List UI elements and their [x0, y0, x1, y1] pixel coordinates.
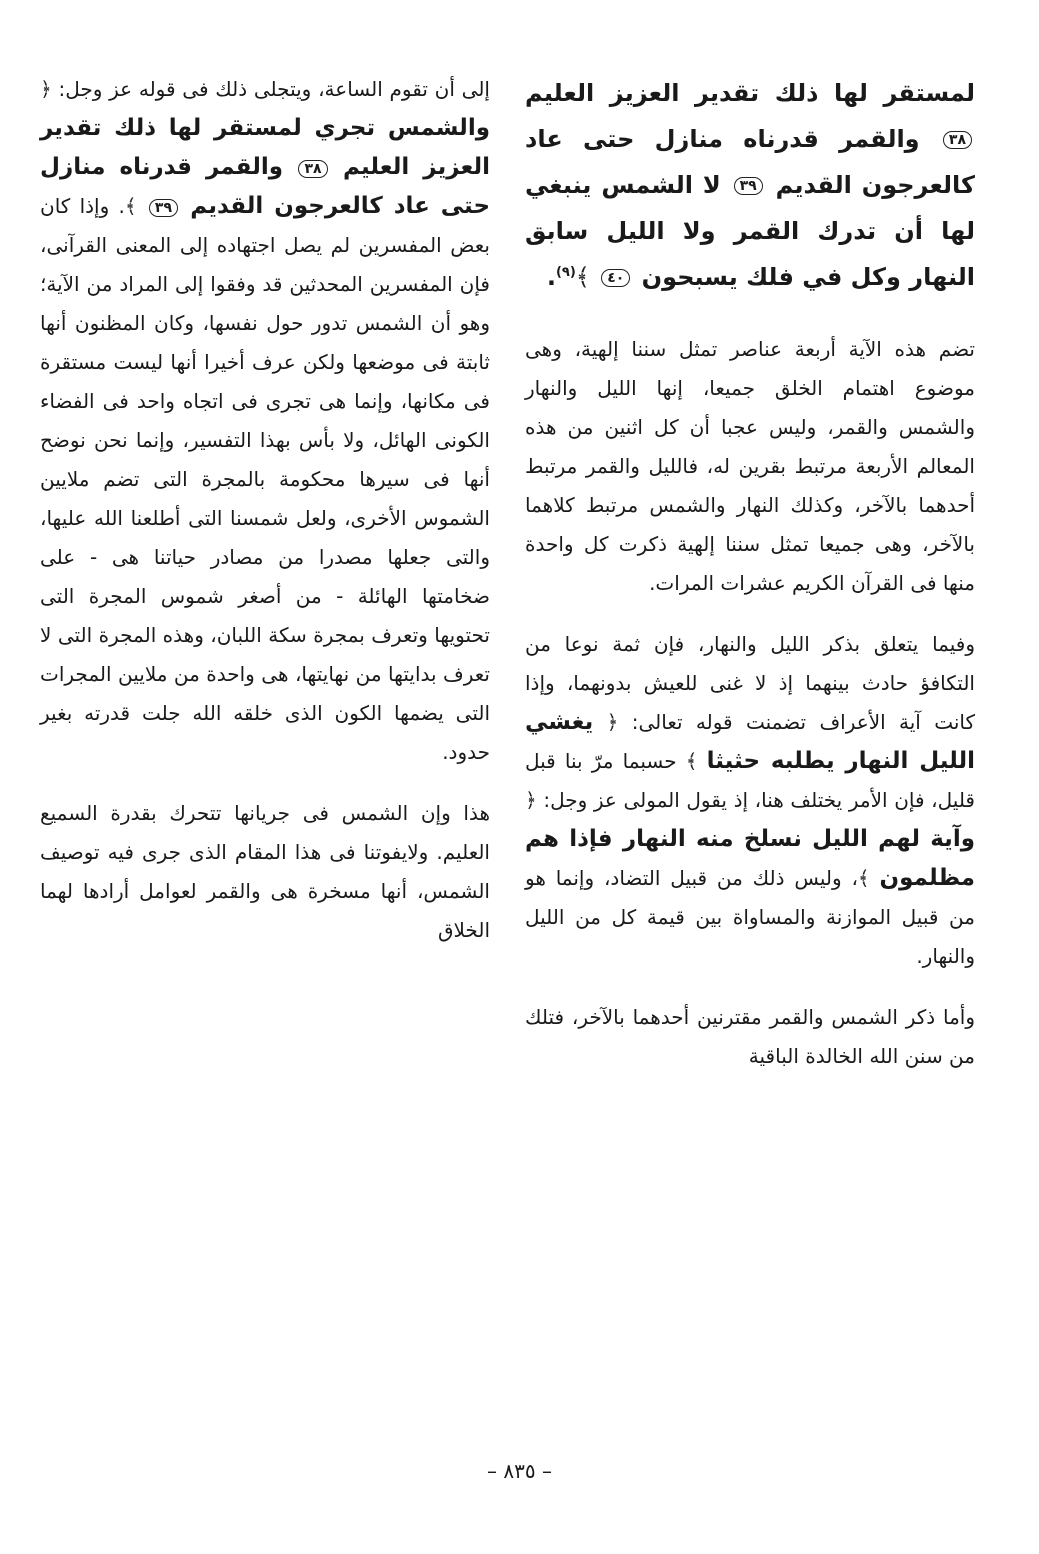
closing-quran-bracket: ﴾: [575, 263, 590, 291]
paragraph: هذا وإن الشمس فى جريانها تتحرك بقدرة السميع العليم. ولايفوتنا فى هذا المقام الذى جرى فيه توصيف الشمس، أنها مسخرة هى والقمر لعوامل أرادها لهما الخلاق: [40, 801, 490, 942]
quran-quote: وآية لهم الليل نسلخ منه النهار فإذا هم مظلمون: [525, 826, 975, 891]
ayah-number-mark: ٣٩: [149, 199, 178, 217]
verse-text: لا الشمس ينبغي لها أن تدرك القمر ولا الليل سابق النهار وكل في فلك يسبحون: [525, 171, 975, 291]
quran-quote: والشمس تجري لمستقر لها ذلك تقدير العزيز العليم: [40, 115, 491, 180]
paragraph: وأما ذكر الشمس والقمر مقترنين أحدهما بالآخر، فتلك من سنن الله الخالدة الباقية: [525, 1005, 975, 1068]
verse-text: لمستقر لها ذلك تقدير العزيز العليم: [525, 79, 975, 107]
paragraph-text: وفيما يتعلق بذكر الليل والنهار، فإن ثمة نوعا من التكافؤ حادث بينهما إذ لا غنى للعيش بدونهما، وإذا كانت آية الأعراف تضمنت قوله تعالى:: [525, 632, 976, 734]
paragraph: إلى أن تقوم الساعة، ويتجلى ذلك فى قوله عز وجل: ﴿ والشمس تجري لمستقر لها ذلك تقدير العزيز العليم ٣٨ والقمر قدرناه منازل حتى عاد كالعرجون القديم ٣٩ ﴾. وإذا كان بعض المفسرين لم يصل اجتهاده إلى المعنى القرآنى، فإن المفسرين المحدثين قد وفقوا إلى المراد من الآية؛ وهو أن الشمس تدور حول نفسها، وكان المظنون أنها ثابتة فى موضعها ولكن عرف أخيرا أنها ليست مستقرة فى مكانها، وإنما هى تجرى فى اتجاه واحد فى الفضاء الكونى الهائل، ولا بأس بهذا التفسير، وإنما نحن نوضح أنها فى سيرها محكومة بالمجرة التى تضم ملايين الشموس الأخرى، ولعل شمسنا التى أطلعنا الله عليها، والتى جعلها مصدرا من مصادر حياتنا هى - على ضخامتها الهائلة - من أصغر شموس المجرة التى تحتويها وتعرف بمجرة سكة اللبان، وهذه المجرة التى لا تعرف بدايتها من نهايتها، هى واحدة من ملايين المجرات التى يضمها الكون الذى خلقه الله جلت قدرته بغير حدود.: [40, 77, 491, 764]
verse-text: والقمر قدرناه منازل حتى عاد كالعرجون القديم: [525, 125, 975, 199]
paragraph: وفيما يتعلق بذكر الليل والنهار، فإن ثمة نوعا من التكافؤ حادث بينهما إذ لا غنى للعيش بدونهما، وإذا كانت آية الأعراف تضمنت قوله تعالى: ﴿ يغشي الليل النهار يطلبه حثيثا ﴾ حسبما مرّ بنا قبل قليل، فإن الأمر يختلف هنا، إذ يقول المولى عز وجل: ﴿ وآية لهم الليل نسلخ منه النهار فإذا هم مظلمون ﴾، وليس ذلك من قبيل التضاد، وإنما هو من قبيل الموازنة والمساواة بين قيمة كل من الليل والنهار.: [525, 632, 976, 968]
paragraph-text: ، وليس ذلك من قبيل التضاد، وإنما هو من قبيل الموازنة والمساواة بين قيمة كل من الليل والنهار.: [525, 866, 975, 968]
quran-quote: يغشي الليل النهار يطلبه حثيثا: [525, 709, 976, 774]
ayah-number-mark: ٣٨: [298, 160, 327, 178]
ayah-number-mark: ٤٠: [601, 269, 630, 287]
quran-quote: والقمر قدرناه منازل حتى عاد كالعرجون القديم: [40, 154, 491, 219]
page-number: – ٨٣٥ –: [487, 1459, 552, 1483]
left-column: [40, 70, 490, 972]
footnote-reference: (٩): [555, 265, 576, 280]
ayah-number-mark: ٣٨: [943, 131, 972, 149]
paragraph-text: حسبما مرّ بنا قبل قليل، فإن الأمر يختلف هنا، إذ يقول المولى عز وجل:: [525, 749, 975, 812]
quran-verse-block: لمستقر لها ذلك تقدير العزيز العليم ٣٨ والقمر قدرناه منازل حتى عاد كالعرجون القديم ٣٩ لا الشمس ينبغي لها أن تدرك القمر ولا الليل سابق النهار وكل في فلك يسبحون ٤٠ ﴾$^{(٩)}$.: [525, 79, 975, 291]
ayah-number-mark: ٣٩: [734, 177, 763, 195]
paragraph: تضم هذه الآية أربعة عناصر تمثل سننا إلهية، وهى موضوع اهتمام الخلق جميعا، إنها الليل والنهار والشمس والقمر، وليس عجبا أن كل اثنين من هذه المعالم الأربعة مرتبط بقرين له، فالليل والقمر مرتبط أحدهما بالآخر، وكذلك النهار والشمس مرتبط كلاهما بالآخر، وهى جميعا تمثل سننا إلهية ذكرت كل واحدة منها فى القرآن الكريم عشرات المرات.: [525, 337, 975, 595]
paragraph-text: وإذا كان بعض المفسرين لم يصل اجتهاده إلى المعنى القرآنى، فإن المفسرين المحدثين قد وفقوا إلى المراد من الآية؛ وهو أن الشمس تدور حول نفسها، وكان المظنون أنها ثابتة فى موضعها ولكن عرف أخيرا أنها ليست مستقرة فى مكانها، وإنما هى تجرى فى اتجاه واحد فى الفضاء الكونى الهائل، ولا بأس بهذا التفسير، وإنما نحن نوضح أنها فى سيرها محكومة بالمجرة التى تضم ملايين الشموس الأخرى، ولعل شمسنا التى أطلعنا الله عليها، والتى جعلها مصدرا من مصادر حياتنا هى - على ضخامتها الهائلة - من أصغر شموس المجرة التى تحتويها وتعرف بمجرة سكة اللبان، وهذه المجرة التى لا تعرف بدايتها من نهايتها، هى واحدة من ملايين المجرات التى يضمها الكون الذى خلقه الله جلت قدرته بغير حدود.: [40, 194, 490, 764]
paragraph-text: إلى أن تقوم الساعة، ويتجلى ذلك فى قوله عز وجل:: [58, 77, 490, 101]
right-column: [525, 70, 975, 1098]
